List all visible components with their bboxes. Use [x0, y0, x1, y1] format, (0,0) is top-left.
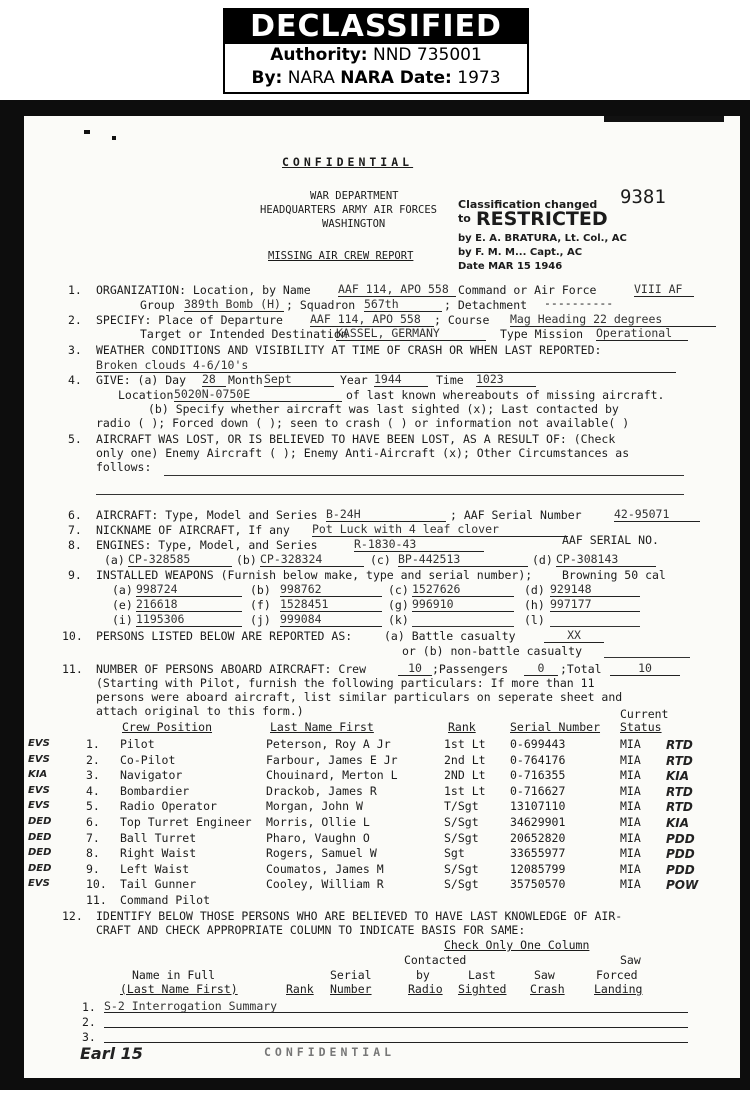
item-10-b: or (b) non-battle casualty — [402, 644, 583, 658]
crew-row-status: MIA — [620, 753, 641, 767]
crew-header-position: Crew Position — [122, 720, 213, 734]
crew-row-note: RTD — [666, 754, 693, 768]
item-8-engine-value: R-1830-43 — [354, 537, 484, 552]
item-1-squadron-label: ; Squadron — [286, 298, 356, 312]
weapon-l-line — [550, 626, 640, 627]
item-6-serial-value: 42-95071 — [614, 507, 700, 522]
stamp-authority-label: Authority: — [270, 45, 368, 65]
item-8-text: ENGINES: Type, Model, and Series — [96, 538, 318, 552]
stamp-by-value: NARA — [287, 68, 335, 88]
crew-row-code: EVS — [28, 785, 50, 796]
item-3-number: 3. — [68, 343, 82, 357]
item-5-blank-line — [96, 494, 684, 495]
weapon-h-label: (h) — [524, 598, 545, 612]
crew-header-serial: Serial Number — [510, 720, 601, 734]
crew-row-code: EVS — [28, 754, 50, 765]
dept-line-1: WAR DEPARTMENT — [310, 190, 399, 202]
crew-row-name: Morgan, John W — [266, 799, 363, 813]
item-1-group-value: 389th Bomb (H) — [184, 297, 284, 312]
item-8-b-label: (b) — [236, 553, 257, 567]
crew-row-position: Co-Pilot — [120, 753, 176, 767]
item-11-crew-value: 10 — [398, 661, 432, 676]
crew-row-serial: 20652820 — [510, 831, 566, 845]
crew-row-position: Ball Turret — [120, 831, 197, 845]
item-1-location-value: AAF 114, APO 558 — [338, 282, 456, 297]
stamp-date-label: NARA Date: — [340, 68, 452, 88]
class-changed: Classification changed — [458, 198, 598, 211]
item-1-detachment-value: ---------- — [544, 296, 614, 310]
crew-row-position: Bombardier — [120, 784, 190, 798]
item-5-line-2: only one) Enemy Aircraft ( ); Enemy Anti-Aircraft (x); Other Circumstances as — [96, 446, 630, 460]
crew-row-name: Chouinard, Merton L — [266, 768, 398, 782]
witness-header-name-2: (Last Name First) — [120, 982, 238, 996]
crew-row-number: 6. — [86, 815, 100, 829]
scan-mark — [84, 130, 90, 134]
item-5-blank-line — [164, 475, 684, 476]
weapon-e-label: (e) — [112, 598, 133, 612]
item-11-line-1: NUMBER OF PERSONS ABOARD AIRCRAFT: Crew — [96, 662, 367, 676]
scan-mark — [604, 116, 724, 122]
crew-row-rank: 2ND Lt — [444, 768, 486, 782]
item-6-serial-label: ; AAF Serial Number — [450, 508, 582, 522]
item-2-course-value: Mag Heading 22 degrees — [510, 312, 716, 327]
crew-row-code: EVS — [28, 800, 50, 811]
crew-row-serial: 34629901 — [510, 815, 566, 829]
crew-row-note: RTD — [666, 785, 693, 799]
item-12-line-2: CRAFT AND CHECK APPROPRIATE COLUMN TO INDICATE BASIS FOR SAME: — [96, 923, 526, 937]
crew-row-name: Farbour, James E Jr — [266, 753, 398, 767]
item-11-pass-label: ;Passengers — [432, 662, 509, 676]
crew-row-position: Radio Operator — [120, 799, 217, 813]
crew-row-position: Top Turret Engineer — [120, 815, 252, 829]
item-6-type-value: B-24H — [326, 507, 446, 522]
crew-row-number: 1. — [86, 737, 100, 751]
crew-row-serial: 0-764176 — [510, 753, 566, 767]
crew-row-note: RTD — [666, 800, 693, 814]
scan-mark — [112, 136, 116, 140]
declassified-stamp — [223, 8, 529, 94]
crew-row-position: Tail Gunner — [120, 877, 197, 891]
stamp-authority — [225, 44, 527, 67]
item-2-departure-value: AAF 114, APO 558 — [310, 312, 434, 327]
item-8-c-label: (c) — [370, 553, 391, 567]
crew-row-status: MIA — [620, 862, 641, 876]
item-8-a-value: CP-328585 — [128, 552, 232, 567]
item-4-time-label: Time — [436, 373, 464, 387]
crew-header-name: Last Name First — [270, 720, 374, 734]
item-9-text: INSTALLED WEAPONS (Furnish below make, type and serial number); — [96, 568, 533, 582]
class-by-1: by E. A. BRATURA, Lt. Col., AC — [458, 233, 627, 244]
item-8-d-value: CP-308143 — [556, 552, 656, 567]
item-4-year-value: 1944 — [374, 372, 428, 387]
item-1-number: 1. — [68, 283, 82, 297]
crew-row-note: POW — [666, 878, 699, 892]
weapon-i-label: (i) — [112, 613, 133, 627]
scanned-document — [0, 100, 750, 1090]
crew-row-code: KIA — [28, 769, 48, 780]
crew-row-serial: 33655977 — [510, 846, 566, 860]
weapon-f-label: (f) — [250, 598, 271, 612]
witness-header-crash: Crash — [530, 982, 565, 996]
item-2-target-value: KASSEL, GERMANY — [336, 326, 486, 341]
witness-row-text — [104, 1014, 688, 1028]
crew-row-position: Left Waist — [120, 862, 190, 876]
crew-row-status: MIA — [620, 737, 641, 751]
weapon-g-value: 996910 — [412, 597, 514, 612]
witness-row-text: S-2 Interrogation Summary — [104, 999, 688, 1013]
crew-row-number: 5. — [86, 799, 100, 813]
item-3-weather-value: Broken clouds 4-6/10's — [96, 358, 676, 373]
crew-row-number: 11. — [86, 893, 107, 907]
weapon-k-label: (k) — [388, 613, 409, 627]
weapon-f-value: 1528451 — [280, 597, 382, 612]
crew-row-status: MIA — [620, 784, 641, 798]
crew-row-position: Command Pilot — [120, 893, 211, 907]
crew-row-status: MIA — [620, 846, 641, 860]
crew-row-status: MIA — [620, 799, 641, 813]
weapon-c-value: 1527626 — [412, 582, 514, 597]
crew-row-name: Coumatos, James M — [266, 862, 384, 876]
item-12-number: 12. — [62, 909, 83, 923]
witness-header-sighted: Sighted — [458, 982, 507, 996]
crew-row-rank: S/Sgt — [444, 831, 479, 845]
crew-row-number: 8. — [86, 846, 100, 860]
crew-row-serial: 12085799 — [510, 862, 566, 876]
dept-line-3: WASHINGTON — [322, 218, 386, 230]
witness-row-number: 2. — [82, 1015, 96, 1029]
weapon-l-label: (l) — [524, 613, 545, 627]
crew-row-serial: 0-716355 — [510, 768, 566, 782]
item-8-b-value: CP-328324 — [260, 552, 364, 567]
item-9-number: 9. — [68, 568, 82, 582]
weapon-h-value: 997177 — [550, 597, 640, 612]
witness-header-landing: Landing — [594, 982, 643, 996]
item-8-number: 8. — [68, 538, 82, 552]
item-10-b-line — [604, 657, 690, 658]
crew-row-code: EVS — [28, 878, 50, 889]
weapon-g-label: (g) — [388, 598, 409, 612]
crew-row-rank: S/Sgt — [444, 815, 479, 829]
crew-row-name: Drackob, James R — [266, 784, 377, 798]
item-4-month-value: Sept — [264, 372, 334, 387]
item-1-squadron-value: 567th — [364, 297, 442, 312]
item-5-line-1: AIRCRAFT WAS LOST, OR IS BELIEVED TO HAVE BEEN LOST, AS A RESULT OF: (Check — [96, 432, 616, 446]
crew-row-rank: S/Sgt — [444, 862, 479, 876]
witness-header-radio: Radio — [408, 982, 443, 996]
item-4-number: 4. — [68, 373, 82, 387]
crew-row-code: DED — [28, 847, 52, 858]
witness-row-number: 3. — [82, 1030, 96, 1044]
item-4-location-value: 5020N-0750E — [174, 387, 342, 402]
item-2-text: SPECIFY: Place of Departure — [96, 313, 283, 327]
item-4-year-label: Year — [340, 373, 368, 387]
item-2-mission-value: Operational — [596, 326, 688, 341]
item-10-text: PERSONS LISTED BELOW ARE REPORTED AS: — [96, 629, 353, 643]
item-2-number: 2. — [68, 313, 82, 327]
weapon-k-line — [412, 626, 514, 627]
crew-row-name: Cooley, William R — [266, 877, 384, 891]
crew-row-serial: 35750570 — [510, 877, 566, 891]
weapon-a-label: (a) — [112, 583, 133, 597]
item-4-location-label: Location — [118, 388, 174, 402]
crew-header-rank: Rank — [448, 720, 476, 734]
item-4-text: GIVE: (a) Day — [96, 373, 187, 387]
crew-row-note: PDD — [666, 832, 695, 846]
footer-signature: Earl 15 — [80, 1044, 143, 1063]
item-7-number: 7. — [68, 523, 82, 537]
crew-row-name: Morris, Ollie L — [266, 815, 370, 829]
witness-header-serial: Serial — [330, 968, 372, 982]
crew-row-serial: 0-699443 — [510, 737, 566, 751]
weapon-b-label: (b) — [250, 583, 271, 597]
crew-row-number: 4. — [86, 784, 100, 798]
crew-row-name: Pharo, Vaughn O — [266, 831, 370, 845]
item-11-total-label: ;Total — [560, 662, 602, 676]
item-3-text: WEATHER CONDITIONS AND VISIBILITY AT TIME OF CRASH OR WHEN LAST REPORTED: — [96, 343, 602, 357]
crew-row-status: MIA — [620, 831, 641, 845]
crew-row-note: RTD — [666, 738, 693, 752]
item-11-line-3: persons were aboard aircraft, list similar particulars on seperate sheet and — [96, 690, 623, 704]
witness-row-number: 1. — [82, 1000, 96, 1014]
crew-row-rank: S/Sgt — [444, 877, 479, 891]
item-12-line-1: IDENTIFY BELOW THOSE PERSONS WHO ARE BELIEVED TO HAVE LAST KNOWLEDGE OF AIR- — [96, 909, 623, 923]
item-2-course-label: ; Course — [434, 313, 490, 327]
witness-header-forced: Forced — [596, 968, 638, 982]
item-1-group-label: Group — [140, 298, 175, 312]
item-11-total-value: 10 — [610, 661, 680, 676]
weapon-b-value: 998762 — [280, 582, 382, 597]
stamp-authority-value: NND 735001 — [372, 45, 482, 65]
witness-header-saw-2: Saw — [534, 968, 555, 982]
item-1-command: Command or Air Force — [458, 283, 597, 297]
item-2-mission-label: Type Mission — [500, 327, 584, 341]
report-number: 9381 — [620, 186, 666, 208]
stamp-by — [225, 67, 527, 90]
stamp-date-value: 1973 — [457, 68, 501, 88]
crew-row-serial: 0-716627 — [510, 784, 566, 798]
crew-header-current: Current — [620, 707, 669, 721]
class-restricted: RESTRICTED — [476, 208, 608, 230]
item-7-nickname-value: Pot Luck with 4 leaf clover — [312, 522, 568, 537]
item-4-b: (b) Specify whether aircraft was last sighted (x); Last contacted by — [148, 402, 619, 416]
class-date: Date MAR 15 1946 — [458, 261, 563, 272]
crew-row-code: DED — [28, 832, 52, 843]
crew-row-name: Rogers, Samuel W — [266, 846, 377, 860]
item-9-make-value: Browning 50 cal — [562, 568, 666, 582]
stamp-by-label: By: — [251, 68, 283, 88]
weapon-i-value: 1195306 — [136, 612, 242, 627]
crew-row-number: 7. — [86, 831, 100, 845]
weapon-j-label: (j) — [250, 613, 271, 627]
confidential-heading: CONFIDENTIAL — [282, 155, 414, 169]
item-6-text: AIRCRAFT: Type, Model and Series — [96, 508, 318, 522]
item-5-line-3: follows: — [96, 460, 152, 474]
crew-row-note: PDD — [666, 847, 695, 861]
item-1-detachment-label: ; Detachment — [444, 298, 528, 312]
class-to: to — [458, 212, 471, 225]
crew-row-position: Right Waist — [120, 846, 197, 860]
witness-row-text — [104, 1029, 688, 1043]
footer-confidential: CONFIDENTIAL — [264, 1045, 396, 1059]
crew-row-note: KIA — [666, 769, 690, 783]
witness-header-saw: Saw — [620, 953, 641, 967]
witness-header-by: by — [416, 968, 430, 982]
item-11-number: 11. — [62, 662, 83, 676]
crew-row-number: 10. — [86, 877, 107, 891]
crew-row-name: Peterson, Roy A Jr — [266, 737, 391, 751]
item-8-c-value: BP-442513 — [398, 552, 528, 567]
item-4-time-value: 1023 — [476, 372, 536, 387]
item-8-serial-label: AAF SERIAL NO. — [562, 533, 659, 547]
item-7-text: NICKNAME OF AIRCRAFT, If any — [96, 523, 290, 537]
weapon-j-value: 999084 — [280, 612, 382, 627]
crew-row-position: Pilot — [120, 737, 155, 751]
report-title: MISSING AIR CREW REPORT — [268, 250, 414, 262]
crew-row-status: MIA — [620, 877, 641, 891]
item-11-pass-value: 0 — [524, 661, 558, 676]
stamp-title: DECLASSIFIED — [225, 10, 527, 44]
weapon-d-label: (d) — [524, 583, 545, 597]
crew-row-rank: 1st Lt — [444, 784, 486, 798]
crew-row-number: 9. — [86, 862, 100, 876]
crew-row-code: EVS — [28, 738, 50, 749]
crew-row-rank: 1st Lt — [444, 737, 486, 751]
item-10-a: (a) Battle casualty — [384, 629, 516, 643]
weapon-d-value: 929148 — [550, 582, 640, 597]
item-12-check: Check Only One Column — [444, 938, 590, 952]
crew-row-note: PDD — [666, 863, 695, 877]
item-1-text: ORGANIZATION: Location, by Name — [96, 283, 311, 297]
crew-row-rank: Sgt — [444, 846, 465, 860]
item-5-number: 5. — [68, 432, 82, 446]
weapon-e-value: 216618 — [136, 597, 242, 612]
dept-line-2: HEADQUARTERS ARMY AIR FORCES — [260, 204, 438, 216]
crew-row-code: DED — [28, 863, 52, 874]
item-4-c: radio ( ); Forced down ( ); seen to crash ( ) or information not available( ) — [96, 416, 630, 430]
crew-row-code: DED — [28, 816, 52, 827]
item-11-line-4: attach original to this form.) — [96, 704, 304, 718]
crew-row-rank: 2nd Lt — [444, 753, 486, 767]
crew-row-position: Navigator — [120, 768, 183, 782]
crew-row-status: MIA — [620, 815, 641, 829]
witness-header-last: Last — [468, 968, 496, 982]
crew-row-status: MIA — [620, 768, 641, 782]
item-4-location-tail: of last known whereabouts of missing aircraft. — [346, 388, 665, 402]
crew-header-status: Status — [620, 720, 662, 734]
crew-row-serial: 13107110 — [510, 799, 566, 813]
weapon-a-value: 998724 — [136, 582, 242, 597]
crew-row-rank: T/Sgt — [444, 799, 479, 813]
item-4-day-value: 28 — [202, 372, 226, 387]
class-by-2: by F. M. M... Capt., AC — [458, 247, 583, 258]
crew-row-number: 3. — [86, 768, 100, 782]
witness-header-rank: Rank — [286, 982, 314, 996]
item-11-line-2: (Starting with Pilot, furnish the following particulars: If more than 11 — [96, 676, 595, 690]
document-page — [24, 116, 740, 1078]
item-4-month-label: Month — [228, 373, 263, 387]
item-10-number: 10. — [62, 629, 83, 643]
item-8-d-label: (d) — [532, 553, 553, 567]
witness-header-serial-2: Number — [330, 982, 372, 996]
item-10-a-mark: XX — [544, 628, 604, 643]
witness-header-name: Name in Full — [132, 968, 216, 982]
crew-row-note: KIA — [666, 816, 690, 830]
crew-row-number: 2. — [86, 753, 100, 767]
item-1-af-value: VIII AF — [634, 282, 694, 297]
item-2-target-label: Target or Intended Destination — [140, 327, 348, 341]
witness-header-contacted: Contacted — [404, 953, 467, 967]
weapon-c-label: (c) — [388, 583, 409, 597]
item-6-number: 6. — [68, 508, 82, 522]
item-8-a-label: (a) — [104, 553, 125, 567]
